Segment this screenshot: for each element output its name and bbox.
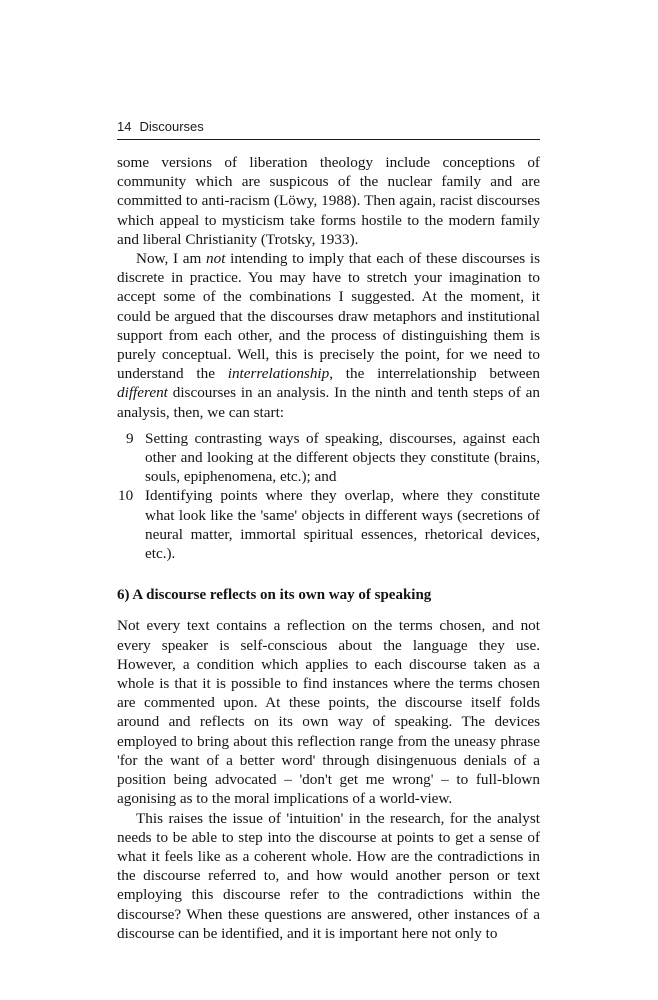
p2-emphasis-different: different [117,384,168,402]
list-item [118,486,540,563]
list-item-number: 10 [118,487,134,505]
list-item-number: 9 [126,429,134,447]
numbered-list [117,429,540,563]
p2-emphasis-not: not [206,250,226,268]
numbered-list-wrap [117,429,540,563]
paragraph-4: This raises the issue of 'intuition' in the research, for the analyst needs to be able to step into the discourse at points to get a sense of what it feels like as a coherent whole. How are the contradictions in the discourse referred to, and how would another person or text employing this discourse refer to the contradictions within the discourse? When these questions are answered, other instances of a discourse can be identified, and it is important here not only to [117,809,540,942]
header-rule [117,139,540,140]
list-item-text: Identifying points where they overlap, where they constitute what look like the 'same' objects in different ways (secretions of neural matter, immortal spiritual essences, rhetorical devices, etc.). [145,487,540,563]
list-item-text: Setting contrasting ways of speaking, discourses, against each other and looking at the different objects they constitute (brains, souls, epiphenomena, etc.); and [145,429,540,486]
running-head [117,119,540,134]
page-body [117,153,540,943]
p2-emphasis-interrelationship: interrelationship [227,365,330,383]
page-number: 14 [117,119,132,134]
p2-text-g: discourses in an analysis. In the ninth and tenth steps of an analysis, then, we can start: [117,384,540,421]
p2-text-c: intending to imply that each of these discourses is discrete in practice. You may have to stretch your imagination to accept some of the combinations I suggested. At the moment, it could be argued that the discourses draw metaphors and institutional support from each other, and the process of distinguishing them is purely conceptual. Well, this is precisely the point, for we need to understand the [117,250,540,383]
p2-text-e: , the interrelationship between [329,365,541,383]
running-title: Discourses [139,119,204,134]
p2-text-a: Now, I am [136,250,206,268]
paragraph-1: some versions of liberation theology include conceptions of community which are suspicous of the nuclear family and are committed to anti-racism (Löwy, 1988). Then again, racist discourses which appeal to mysticism take forms hostile to the modern family and liberal Christianity (Trotsky, 1933). [117,154,540,248]
paragraph-2 [117,249,540,422]
list-item [126,429,540,487]
section-heading: 6) A discourse reflects on its own way of speaking [117,587,432,604]
paragraph-3: Not every text contains a reflection on the terms chosen, and not every speaker is self-conscious about the language they use. However, a condition which applies to each discourse taken as a whole is that it is possible to find instances where the terms chosen are commented upon. At these points, the discourse itself folds around and reflects on its own way of speaking. The devices employed to bring about this reflection range from the uneasy phrase 'for the want of a better word' through disingenuous denials of a position being advocated – 'don't get me wrong' – to full-blown agonising as to the moral implications of a world-view. [117,617,540,808]
